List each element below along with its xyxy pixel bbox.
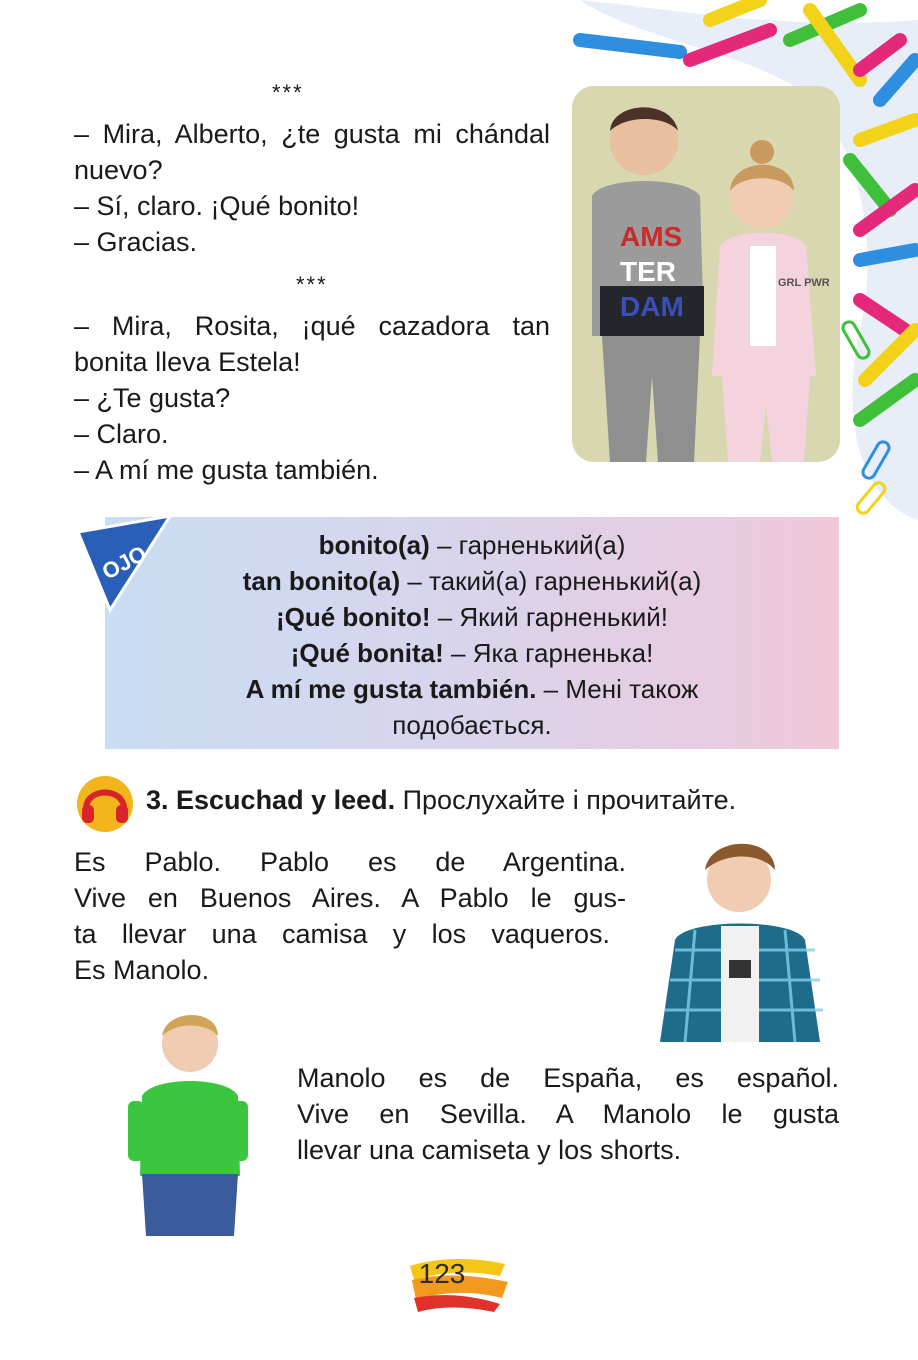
ojo-badge-text: OJO [97,540,151,585]
jacket-text: GRL PWR [778,277,830,289]
separator-stars: *** [296,272,328,297]
shirt-text: TER [620,256,676,287]
dialog-line: – Gracias. [74,227,198,257]
ojo-vocabulary-box [105,517,839,749]
dialog-line: – Mira, Rosita, ¡qué cazadora tan bonita lleva Estela! [74,311,550,377]
text-line: ta llevar una camisa y los vaqueros. [74,919,610,949]
text-line: Vive en Sevilla. A Manolo le gusta [297,1099,839,1129]
vocab-continuation: подобається. [392,710,552,740]
shirt-text: DAM [620,291,684,322]
exercise-3-heading: 3. Escuchad y leed. Прослухайте і прочитайте. [146,785,737,815]
vocab-entry: tan bonito(a) – такий(а) гарненький(а) [242,566,702,596]
vocab-entry: ¡Qué bonito! – Який гарненький! [275,602,669,632]
vocab-entry: ¡Qué bonita! – Яка гарненька! [290,638,654,668]
dialog-line: – A mí me gusta también. [74,455,379,485]
text-line: Vive en Buenos Aires. A Pablo le gus- [74,883,626,913]
dialog-line: – Sí, claro. ¡Qué bonito! [74,191,360,221]
paragraph-manolo [297,1060,839,1168]
vocab-entry: bonito(a) – гарненький(а) [318,530,626,560]
dialog-line: – Mira, Alberto, ¿te gusta mi chándal nuevo? [74,119,550,185]
manolo-photo [128,1006,248,1236]
ojo-badge [70,510,180,620]
paragraph-pablo [74,844,626,988]
headphones-icon [74,775,136,833]
dialog-1 [74,116,550,260]
text-line: llevar una camiseta y los shorts. [297,1135,682,1165]
pablo-photo [655,830,830,1042]
kids-photo [572,86,840,462]
separator-stars: *** [272,80,304,105]
shirt-text: AMS [620,221,683,252]
dialog-line: – ¿Te gusta? [74,383,231,413]
dialog-line: – Claro. [74,419,169,449]
dialog-2 [74,308,550,488]
text-line: Es Pablo. Pablo es de Argentina. [74,847,626,877]
page-number: 123 [418,1258,466,1289]
text-line: Manolo es de España, es español. [297,1063,839,1093]
vocab-entry: A mí me gusta también. – Мені також [245,674,699,704]
page-number-area [410,1254,510,1314]
text-line: Es Manolo. [74,955,210,985]
